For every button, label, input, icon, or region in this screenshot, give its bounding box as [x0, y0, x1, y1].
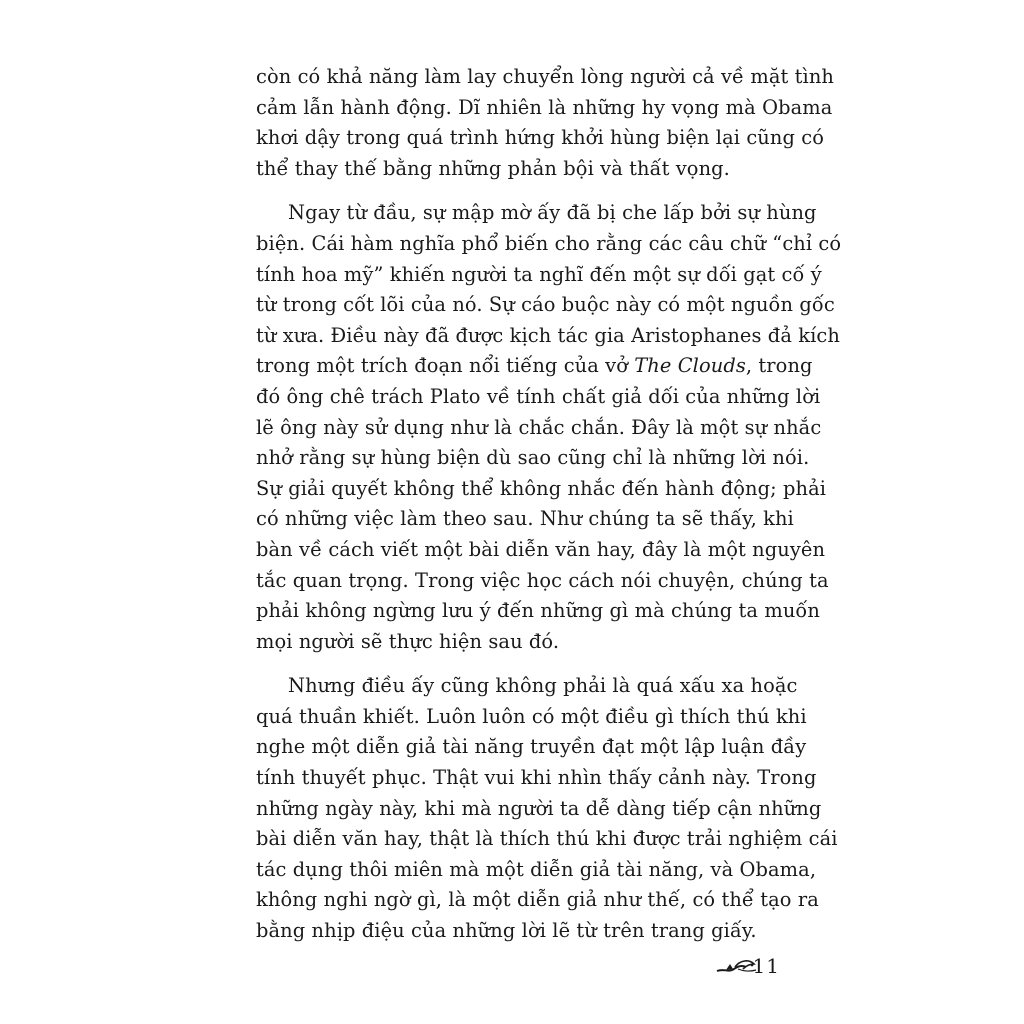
text-line: nhở rằng sự hùng biện dù sao cũng chỉ là những lời nói. — [256, 446, 810, 470]
text-line: Ngay từ đầu, sự mập mờ ấy đã bị che lấp bởi sự hùng — [288, 201, 817, 225]
text-line: thể thay thế bằng những phản bội và thất vọng. — [256, 156, 730, 180]
text-segment: trong một trích đoạn nổi tiếng của vở — [256, 354, 635, 378]
text-line: bàn về cách viết một bài diễn văn hay, đây là một nguyên — [256, 537, 826, 561]
text-line: phải không ngừng lưu ý đến những gì mà chúng ta muốn — [256, 599, 820, 623]
text-line: biện. Cái hàm nghĩa phổ biến cho rằng các câu chữ “chỉ có — [256, 231, 842, 255]
work-title: The Clouds — [634, 354, 746, 378]
text-line: Nhưng điều ấy cũng không phải là quá xấu xa hoặc — [288, 674, 798, 698]
text-segment: , trong — [745, 354, 813, 378]
text-line: tính thuyết phục. Thật vui khi nhìn thấy cảnh này. Trong — [256, 766, 817, 790]
paragraph — [256, 62, 835, 184]
text-line: quá thuần khiết. Luôn luôn có một điều gì thích thú khi — [256, 704, 807, 728]
paragraph — [256, 198, 842, 657]
text-line: tác dụng thôi miên mà một diễn giả tài năng, và Obama, — [256, 857, 817, 881]
text-line: lẽ ông này sử dụng như là chắc chắn. Đây là một sự nhắc — [256, 415, 822, 439]
text-line: những ngày này, khi mà người ta dễ dàng tiếp cận những — [256, 796, 822, 820]
text-line: từ xưa. Điều này đã được kịch tác gia Aristophanes đả kích — [256, 323, 840, 347]
text-line: bài diễn văn hay, thật là thích thú khi được trải nghiệm cái — [256, 827, 838, 851]
text-line: Sự giải quyết không thể không nhắc đến hành động; phải — [256, 476, 827, 500]
text-line: có những việc làm theo sau. Như chúng ta sẽ thấy, khi — [256, 507, 794, 531]
text-line: đó ông chê trách Plato về tính chất giả dối của những lời — [256, 384, 821, 408]
body-text — [256, 62, 842, 947]
paragraph — [256, 671, 838, 946]
text-line: bằng nhịp điệu của những lời lẽ từ trên trang giấy. — [256, 919, 757, 943]
text-line: mọi người sẽ thực hiện sau đó. — [256, 629, 560, 653]
text-line: không nghi ngờ gì, là một diễn giả như thế, có thể tạo ra — [256, 888, 819, 912]
text-line: còn có khả năng làm lay chuyển lòng người cả về mặt tình — [256, 65, 835, 88]
text-line-with-title — [256, 351, 813, 382]
text-line: từ trong cốt lõi của nó. Sự cáo buộc này có một nguồn gốc — [256, 293, 835, 317]
text-line: tắc quan trọng. Trong việc học cách nói chuyện, chúng ta — [256, 568, 829, 592]
page-number: 11 — [752, 954, 780, 978]
text-line: cảm lẫn hành động. Dĩ nhiên là những hy vọng mà Obama — [256, 95, 833, 119]
page-footer — [716, 952, 780, 980]
text-line: khơi dậy trong quá trình hứng khởi hùng biện lại cũng có — [256, 126, 824, 150]
text-line: tính hoa mỹ” khiến người ta nghĩ đến một sự dối gạt cố ý — [256, 262, 822, 286]
text-line: nghe một diễn giả tài năng truyền đạt một lập luận đầy — [256, 735, 807, 759]
